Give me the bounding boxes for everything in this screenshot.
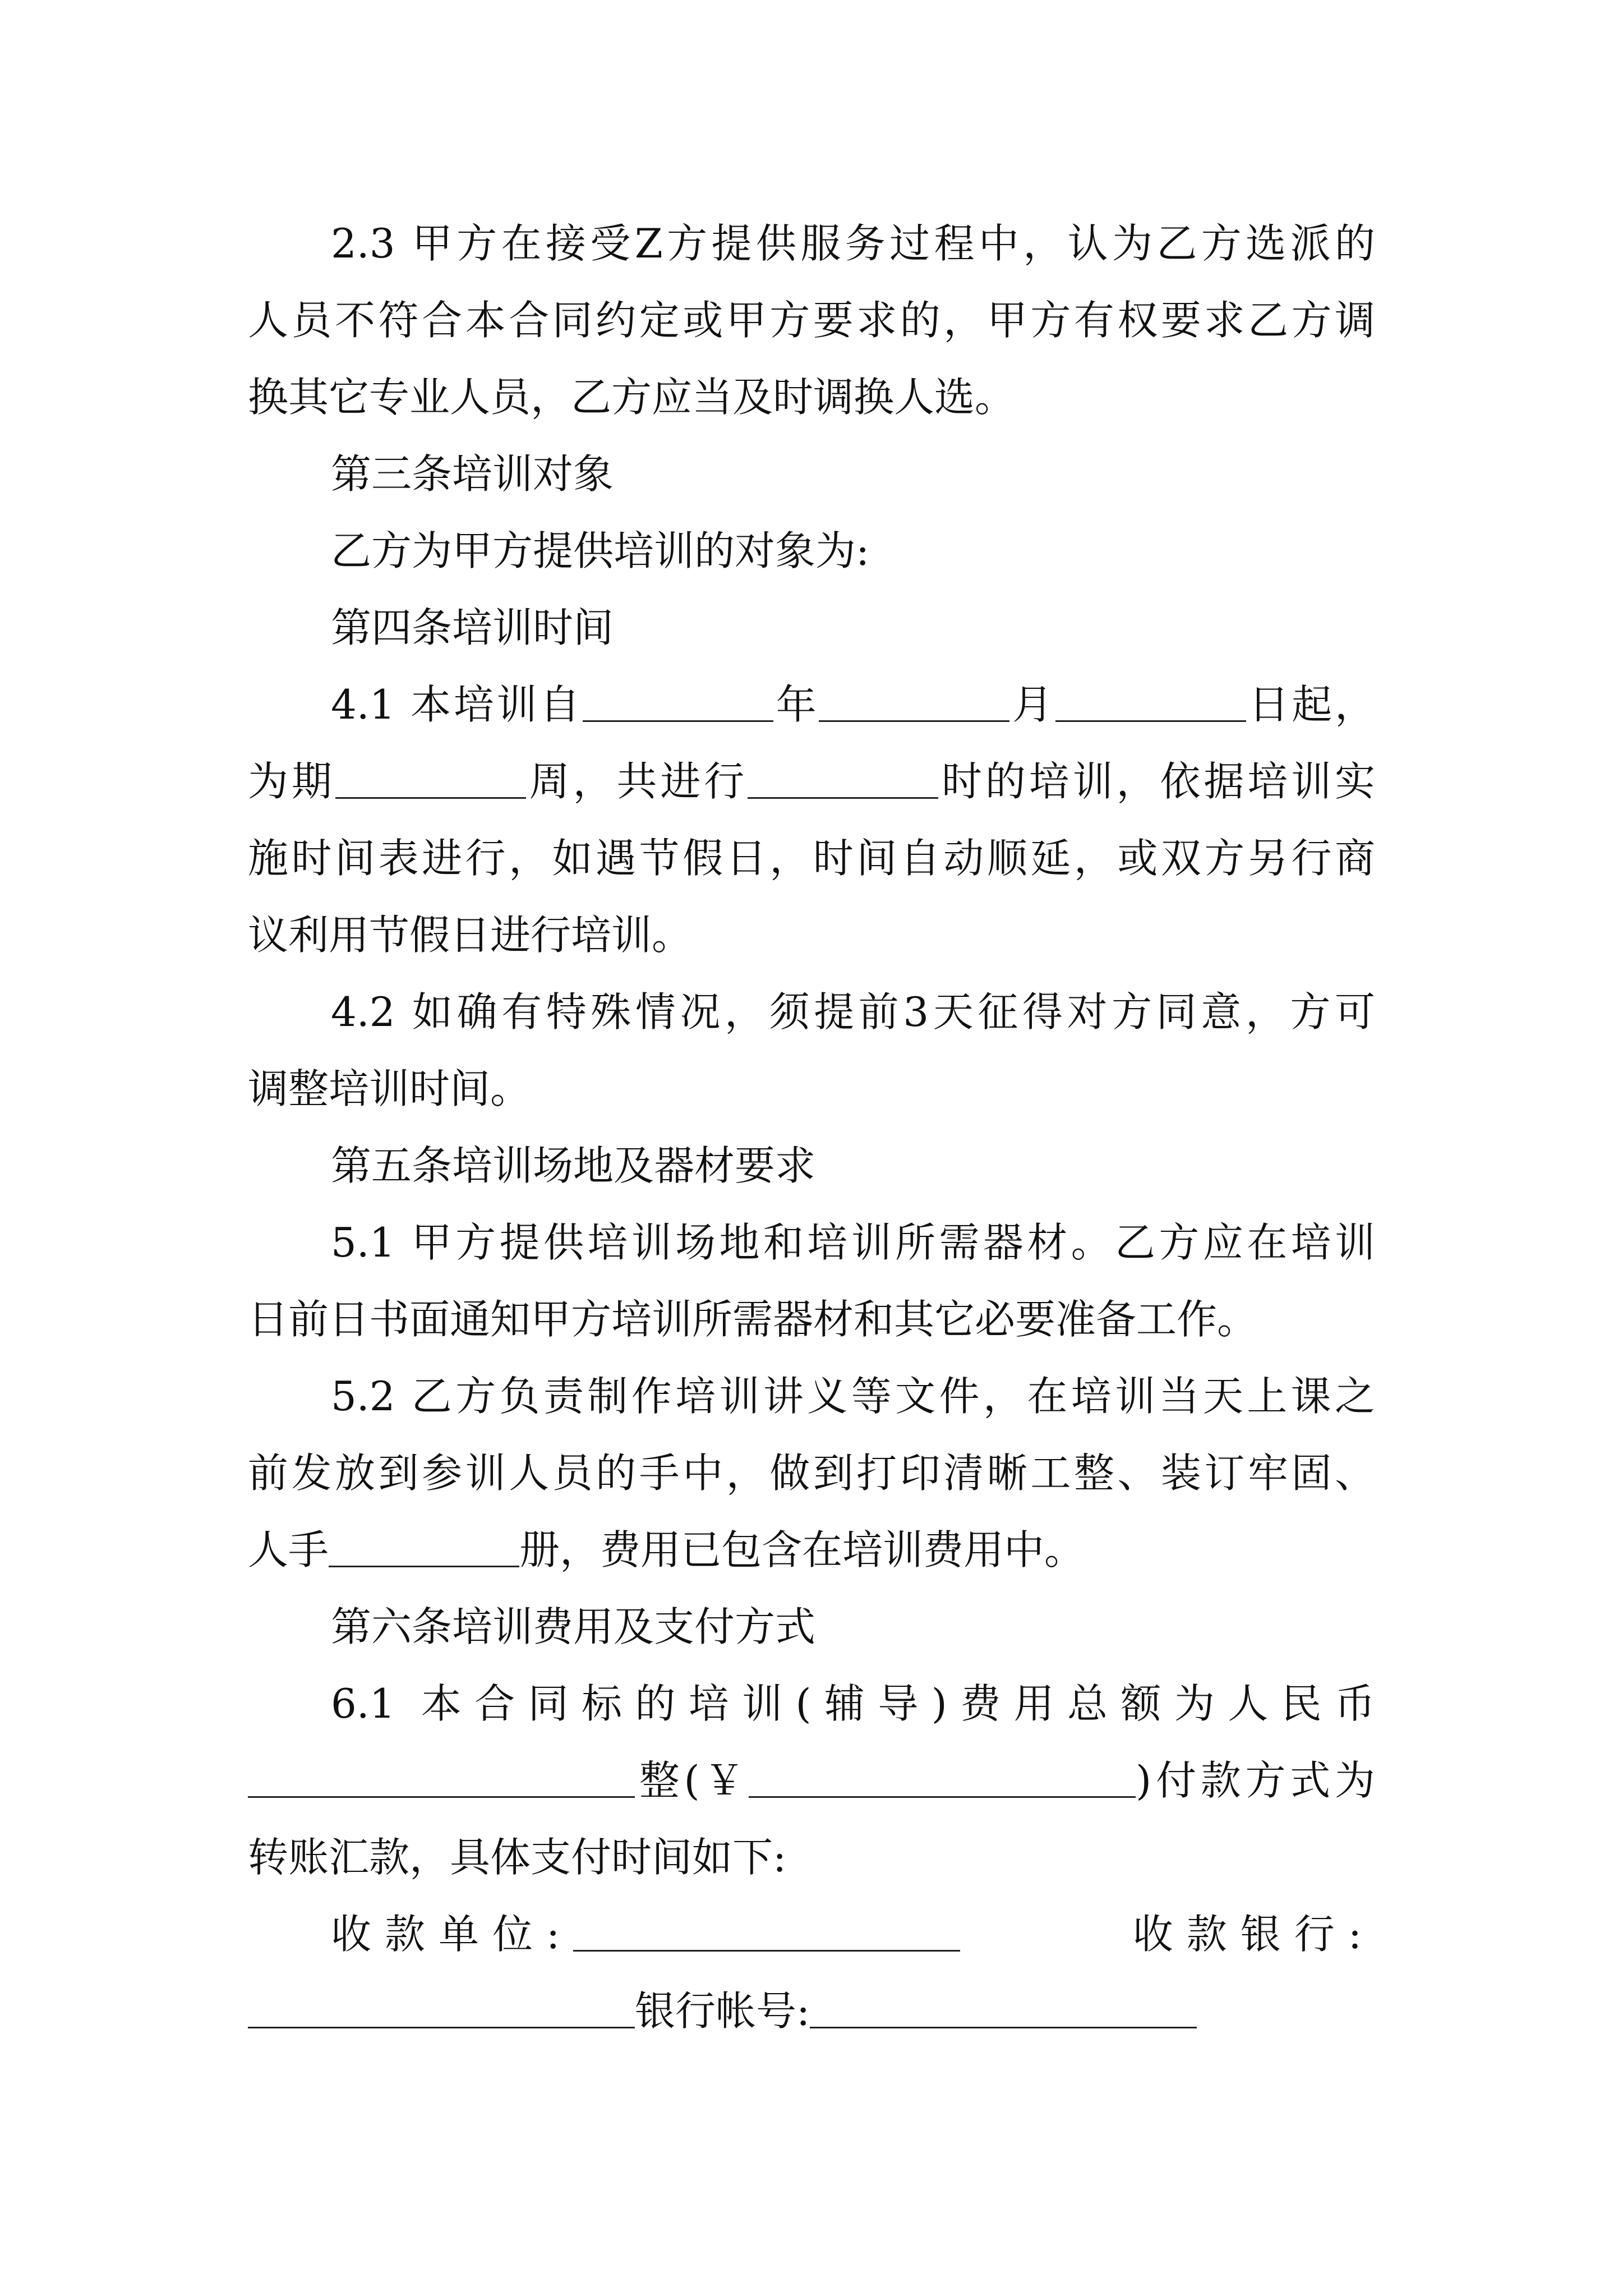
account-label: 银行帐号: [635,1987,810,2035]
clause-4-1-line-1 [248,666,1375,743]
hours-blank [748,758,938,798]
clause-4-1-text-e: 为期 [248,758,335,805]
clause-6-1-line-2 [248,1742,1375,1819]
day-blank [1055,682,1246,721]
article-3-text: 乙方为甲方提供培训的对象为: [331,527,870,574]
article-4-heading: 第四条培训时间 [331,604,614,651]
weeks-blank [335,758,526,798]
payee-bank-row [248,1896,1375,1973]
clause-4-1-line-2 [248,743,1375,820]
clause-4-2-line-2: 调整培训时间。 [248,1065,531,1112]
bank-account-row [248,1973,1375,2050]
clause-5-2-text-b: 册，费用已包含在培训费用中。 [519,1526,1085,1573]
clause-4-2-line-1: 4.2 如确有特殊情况，须提前3天征得对方同意，方可 [331,988,1375,1036]
amount-figures-blank [749,1757,1136,1797]
clause-5-2-line-1: 5.2 乙方负责制作培训讲义等文件，在培训当天上课之 [331,1373,1375,1420]
year-blank [583,682,773,721]
article-3-heading: 第三条培训对象 [331,450,614,498]
clause-4-1-text-a: 4.1 本培训自 [331,681,583,728]
month-blank [819,682,1009,721]
clause-4-1-line-4: 议利用节假日进行培训。 [248,912,693,959]
article-6-heading: 第六条培训费用及支付方式 [331,1603,816,1650]
amount-words-blank [248,1757,635,1797]
clause-4-1-text-g: 时的培训，依据培训实 [938,758,1375,805]
clause-2-3-line-3: 换其它专业人员，乙方应当及时调换人选。 [248,374,1016,421]
payee-field [331,1896,960,1973]
bank-label: 收款银行: [1132,1911,1375,1958]
bank-name-blank [248,1988,635,2028]
clause-6-1-line-1: 6.1 本合同标的培训(辅导)费用总额为人民币 [331,1680,1375,1727]
clause-6-1-line-3: 转账汇款，具体支付时间如下: [248,1834,787,1881]
clause-6-1-text-a: 整(￥ [635,1757,749,1804]
clause-6-1-text-b: )付款方式为 [1136,1757,1375,1804]
clause-5-1-line-1: 5.1 甲方提供培训场地和培训所需器材。乙方应在培训 [331,1219,1375,1266]
copies-blank [329,1527,519,1567]
account-blank [810,1988,1197,2028]
payee-label: 收款单位: [331,1911,574,1958]
clause-4-1-text-c: 月 [1009,681,1055,728]
clause-4-1-line-3: 施时间表进行，如遇节假日，时间自动顺延，或双方另行商 [248,835,1375,882]
clause-5-2-line-3 [248,1512,1375,1589]
clause-2-3-line-1: 2.3 甲方在接受Z方提供服务过程中，认为乙方选派的 [331,220,1375,267]
clause-4-1-text-d: 日起， [1246,681,1375,728]
contract-body [248,205,1375,2050]
article-5-heading: 第五条培训场地及器材要求 [331,1142,816,1189]
payee-blank [573,1911,960,1951]
clause-5-2-line-2: 前发放到参训人员的手中，做到打印清晰工整、装订牢固、 [248,1450,1375,1497]
clause-4-1-text-f: 周，共进行 [525,758,748,805]
clause-4-1-text-b: 年 [773,681,819,728]
clause-5-2-text-a: 人手 [248,1526,329,1573]
clause-5-1-line-2: 日前日书面通知甲方培训所需器材和其它必要准备工作。 [248,1296,1258,1343]
clause-2-3-line-2: 人员不符合本合同约定或甲方要求的，甲方有权要求乙方调 [248,297,1375,344]
